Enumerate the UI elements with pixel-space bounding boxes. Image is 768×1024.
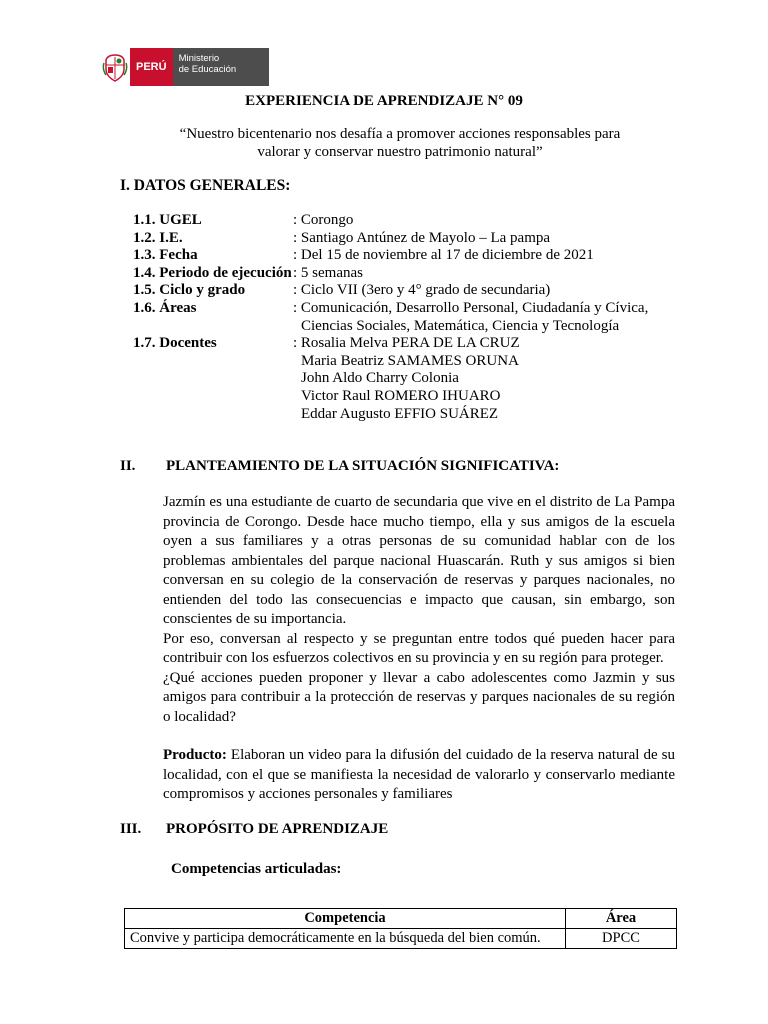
general-data-row: Victor Raul ROMERO IHUARO <box>301 387 501 404</box>
general-data-row: 1.4. Periodo de ejecución : 5 semanas <box>133 264 363 281</box>
minedu-logo <box>100 48 269 86</box>
document-quote: “Nuestro bicentenario nos desafía a promover acciones responsables para valorar y conservar nuestro patrimonio natural” <box>179 126 621 160</box>
document-title: EXPERIENCIA DE APRENDIZAJE N° 09 <box>245 93 523 109</box>
table-row <box>125 929 677 949</box>
section-3-heading: III. PROPÓSITO DE APRENDIZAJE <box>120 821 389 837</box>
general-data-row: 1.1. UGEL : Corongo <box>133 212 354 228</box>
table-header-row <box>125 909 677 929</box>
product-paragraph: Producto: Elaboran un video para la difusión del cuidado de la reserva natural de su localidad, con el que se manifiesta la necesidad de valorarlo y conservarlo mediante compromisos y acciones personales y familiares <box>163 747 675 802</box>
situation-text <box>163 493 675 805</box>
situation-paragraph: Por eso, conversan al respecto y se preguntan entre todos qué pueden hacer para contribuir con los esfuerzos colectivos en su provincia y en su región para proteger. <box>163 630 675 666</box>
situation-paragraph: Jazmín es una estudiante de cuarto de secundaria que vive en el distrito de La Pampa provincia de Corongo. Desde hace mucho tiempo, ella y sus amigos de la escuela oyen a sus familiares y a otras personas de su comunidad hablar con de los problemas ambientales del parque nacional Huascarán. Ruth y sus amigos si bien conversan en su colegio de la conservación de reservas y parques nacionales, no entienden del todo las consecuencias e impacto que causan, sin embargo, son conscientes de su importancia. <box>163 494 675 627</box>
competencies-table <box>124 908 677 949</box>
general-data-row: Eddar Augusto EFFIO SUÁREZ <box>301 405 499 422</box>
situation-question: ¿Qué acciones pueden proponer y llevar a cabo adolescentes como Jazmin y sus amigos para contribuir a la protección de reservas y parques nacionales de su región o localidad? <box>163 669 675 725</box>
general-data-row: 1.6. Áreas : Comunicación, Desarrollo Personal, Ciudadanía y Cívica, <box>133 299 649 316</box>
logo-ministry: Ministerio de Educación <box>173 48 269 86</box>
competencies-label: Competencias articuladas: <box>171 861 342 877</box>
general-data-row: Maria Beatriz SAMAMES ORUNA <box>301 352 519 369</box>
general-data-row: 1.5. Ciclo y grado : Ciclo VII (3ero y 4° grado de secundaria) <box>133 282 551 299</box>
coat-of-arms-icon <box>100 48 130 86</box>
section-2-heading: II. PLANTEAMIENTO DE LA SITUACIÓN SIGNIFICATIVA: <box>120 458 560 474</box>
general-data-row: John Aldo Charry Colonia <box>301 370 459 387</box>
section-1-heading: I. DATOS GENERALES: <box>120 177 291 194</box>
cell-area: DPCC <box>566 929 677 949</box>
logo-country: PERÚ <box>130 48 173 86</box>
col-area: Área <box>566 909 677 929</box>
col-competencia: Competencia <box>125 909 566 929</box>
general-data-list <box>133 212 693 423</box>
general-data-row: 1.3. Fecha : Del 15 de noviembre al 17 de diciembre de 2021 <box>133 247 594 264</box>
general-data-row: Ciencias Sociales, Matemática, Ciencia y Tecnología <box>301 317 620 334</box>
cell-competencia: Convive y participa democráticamente en la búsqueda del bien común. <box>125 929 566 949</box>
general-data-row: 1.7. Docentes : Rosalia Melva PERA DE LA CRUZ <box>133 335 520 352</box>
general-data-row: 1.2. I.E. : Santiago Antúnez de Mayolo – La pampa <box>133 229 551 246</box>
